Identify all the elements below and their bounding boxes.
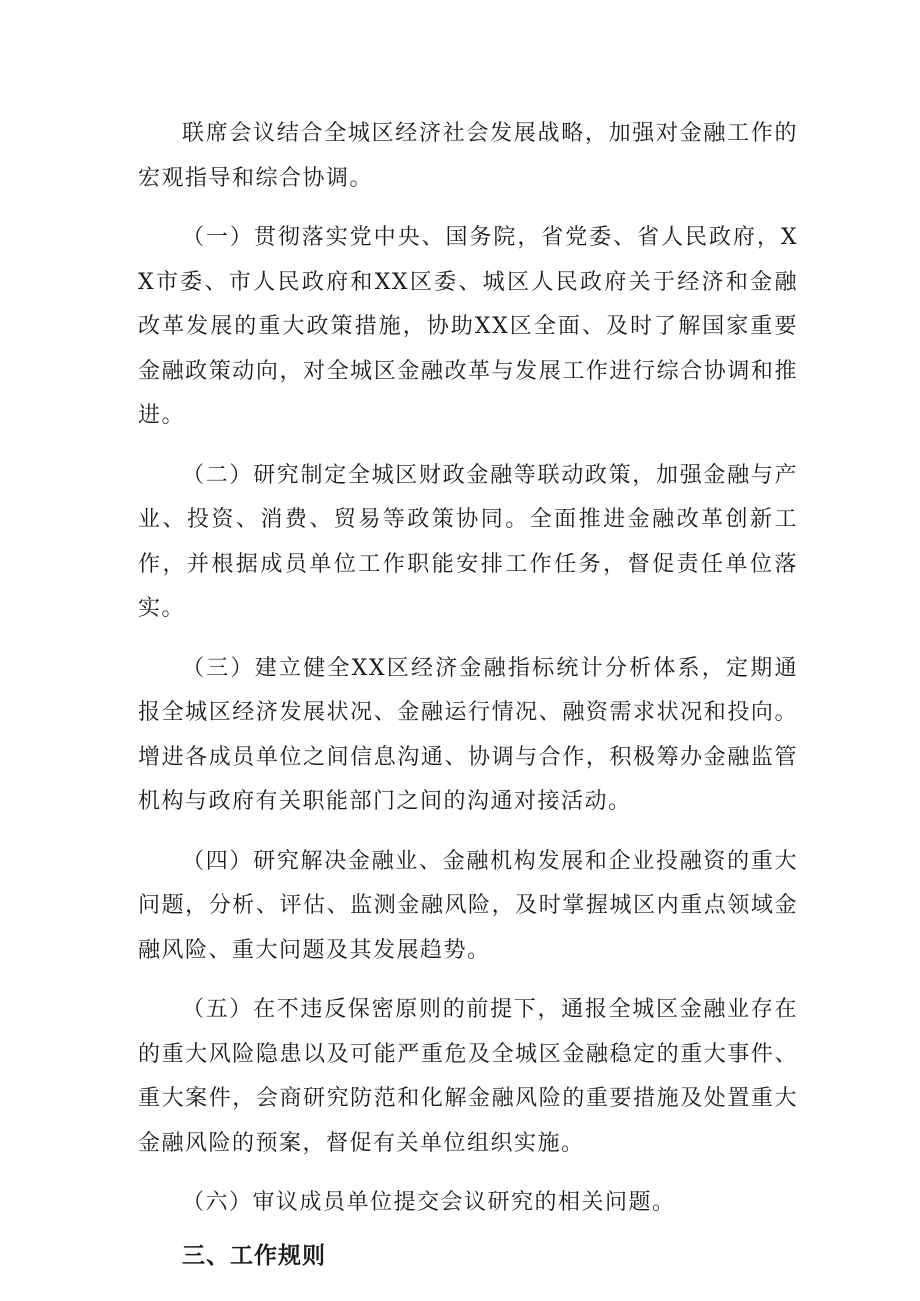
paragraph-item-6: （六）审议成员单位提交会议研究的相关问题。: [182, 1190, 676, 1215]
paragraph-item-2: （二）研究制定全城区财政金融等联动政策，加强金融与产业、投资、消费、贸易等政策协同。全面推进金融改革创新工作，并根据成员单位工作职能安排工作任务，督促责任单位落实。: [138, 462, 798, 621]
document-page: [138, 112, 798, 1278]
paragraph-item-1: （一）贯彻落实党中央、国务院，省党委、省人民政府，XX市委、市人民政府和XX区委、城区人民政府关于经济和金融改革发展的重大政策措施，协助XX区全面、及时了解国家重要金融政策动向，对全城区金融改革与发展工作进行综合协调和推进。: [138, 225, 798, 428]
section-heading: 三、工作规则: [182, 1242, 326, 1269]
paragraph-intro: 联席会议结合全城区经济社会发展战略，加强对金融工作的宏观指导和综合协调。: [138, 121, 798, 191]
paragraph-item-4: （四）研究解决金融业、金融机构发展和企业投融资的重大问题，分析、评估、监测金融风险，及时掌握城区内重点领域金融风险、重大问题及其发展趋势。: [138, 848, 798, 963]
paragraph-item-3: （三）建立健全XX区经济金融指标统计分析体系，定期通报全城区经济发展状况、金融运行情况、融资需求状况和投向。增进各成员单位之间信息沟通、协调与合作，积极筹办金融监管机构与政府有关职能部门之间的沟通对接活动。: [138, 655, 798, 814]
paragraph-item-5: （五）在不违反保密原则的前提下，通报全城区金融业存在的重大风险隐患以及可能严重危及全城区金融稳定的重大事件、重大案件，会商研究防范和化解金融风险的重要措施及处置重大金融风险的预案，督促有关单位组织实施。: [138, 997, 798, 1156]
